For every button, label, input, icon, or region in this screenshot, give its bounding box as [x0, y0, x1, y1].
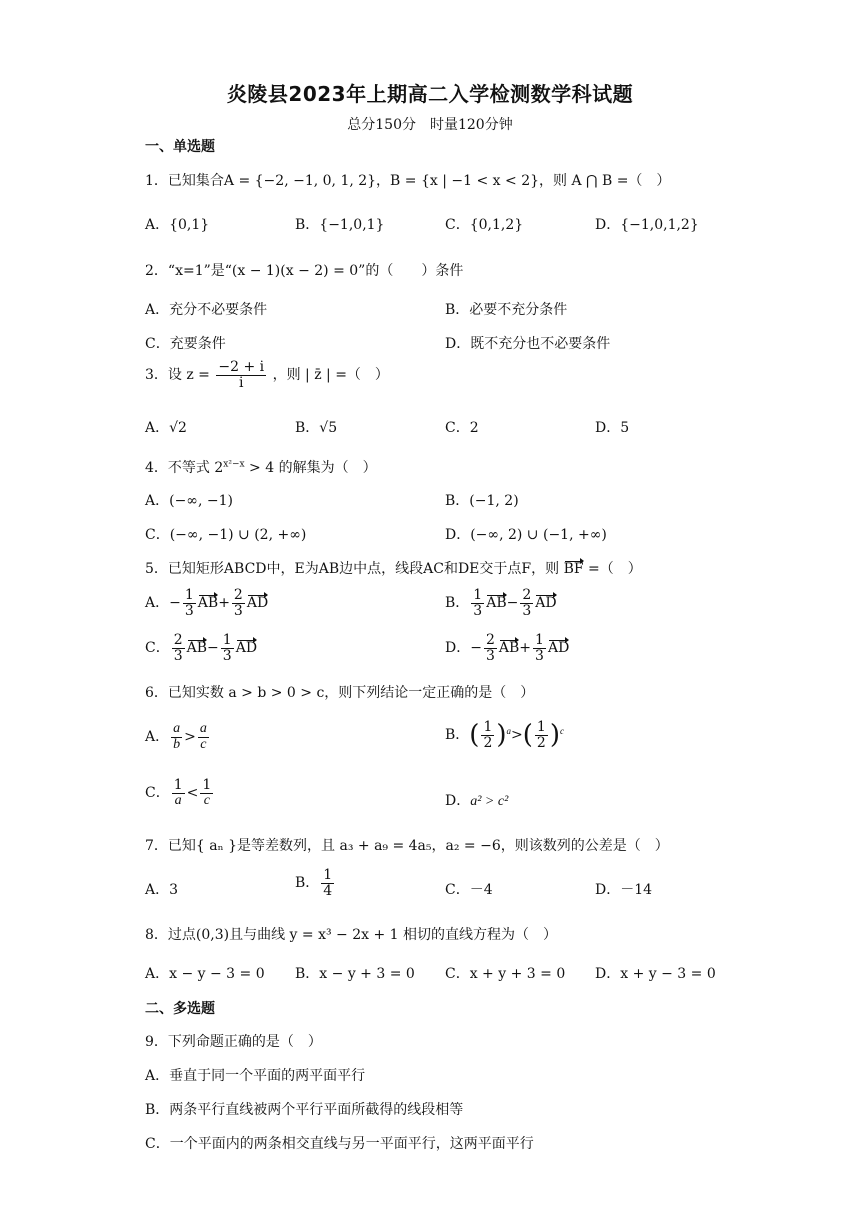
fraction — [484, 633, 497, 663]
fraction — [471, 588, 484, 618]
question-7-option-a: A．3 — [145, 882, 179, 898]
question-7-option-b — [295, 868, 336, 898]
fraction — [200, 778, 213, 808]
option-label: B． — [295, 875, 320, 892]
question-1-option-a: A．{0,1} — [145, 217, 210, 233]
question-1-option-c: C．{0,1,2} — [445, 217, 524, 233]
question-3-fraction — [216, 360, 266, 390]
question-3-option-c: C．2 — [445, 420, 479, 436]
fraction-numerator: 2 — [522, 587, 532, 603]
fraction-numerator: 1 — [536, 719, 546, 735]
question-2-option-a: A．充分不必要条件 — [145, 302, 268, 318]
question-7-option-c: C．－4 — [445, 882, 493, 898]
fraction-numerator: 1 — [184, 587, 194, 603]
option-text: a² > c² — [470, 794, 509, 809]
exponent: a — [506, 725, 512, 736]
fraction — [520, 588, 533, 618]
fraction — [232, 588, 245, 618]
page-title: 炎陵县2023年上期高二入学检测数学科试题 — [226, 82, 634, 106]
question-6-option-d — [445, 790, 508, 810]
question-5-option-a — [145, 588, 268, 618]
question-4-option-a: A．(−∞, −1) — [145, 493, 233, 509]
exam-info: 总分150分 时量120分钟 — [347, 117, 513, 133]
question-8-stem: 8．过点(0,3)且与曲线 y = x³ − 2x + 1 相切的直线方程为（ ） — [145, 927, 558, 943]
question-4-option-c: C．(−∞, −1) ∪ (2, +∞) — [145, 527, 307, 543]
question-1-option-d: D．{−1,0,1,2} — [595, 217, 699, 233]
question-2-stem: 2．“x=1”是“(x − 1)(x − 2) = 0”的（ ）条件 — [145, 263, 464, 279]
option-label: C． — [145, 640, 170, 657]
vector-ad: AD — [547, 640, 570, 657]
fraction-denominator: 3 — [522, 602, 532, 619]
fraction-denominator: 3 — [222, 647, 232, 664]
paren: ) — [549, 720, 560, 751]
fraction — [533, 633, 546, 663]
operator: − — [470, 640, 482, 657]
fraction-numerator: 1 — [323, 867, 333, 883]
option-label: A． — [145, 595, 170, 612]
question-4-exponent: x²−x — [223, 459, 245, 470]
operator: − — [506, 595, 519, 612]
question-6-option-c — [145, 778, 215, 808]
vector-ad: AD — [246, 595, 269, 612]
question-9-stem: 9．下列命题正确的是（ ） — [145, 1034, 322, 1050]
fraction-denominator: 2 — [483, 734, 493, 751]
option-label: B． — [445, 727, 470, 744]
option-label: D． — [445, 640, 471, 657]
question-9-option-c: C．一个平面内的两条相交直线与另一平面平行，这两平面平行 — [145, 1136, 534, 1152]
fraction — [172, 778, 185, 808]
fraction-denominator: b — [173, 736, 181, 752]
fraction-denominator: 3 — [233, 602, 243, 619]
fraction-denominator: i — [239, 374, 244, 391]
option-label: B． — [445, 595, 470, 612]
operator: > — [511, 727, 523, 744]
question-8-option-d: D．x + y − 3 = 0 — [595, 966, 716, 982]
question-8-option-a: A．x − y − 3 = 0 — [145, 966, 265, 982]
question-5-stem-text: 5．已知矩形ABCD中，E为AB边中点，线段AC和DE交于点F，则 — [145, 561, 560, 577]
paren: ( — [522, 720, 533, 751]
fraction — [183, 588, 196, 618]
fraction-numerator: 1 — [202, 777, 212, 793]
question-4-stem-prefix: 4．不等式 2 — [145, 460, 224, 476]
question-3-stem-suffix: ，则 | z̄ | =（ ） — [272, 367, 389, 384]
question-8-option-c: C．x + y + 3 = 0 — [445, 966, 566, 982]
question-6-stem: 6．已知实数 a > b > 0 > c，则下列结论一定正确的是（ ） — [145, 685, 535, 701]
question-4-option-b: B．(−1, 2) — [445, 493, 519, 509]
fraction-denominator: 3 — [485, 647, 495, 664]
fraction — [171, 722, 182, 752]
fraction-numerator: 2 — [485, 632, 495, 648]
operator: > — [184, 729, 196, 746]
option-label: C． — [145, 785, 170, 802]
paren: ( — [469, 720, 480, 751]
vector-ad: AD — [235, 640, 258, 657]
fraction-denominator: 3 — [173, 647, 183, 664]
fraction — [535, 720, 548, 750]
question-3-option-a: A．√2 — [145, 420, 187, 436]
question-5-option-b — [445, 588, 557, 618]
question-2-option-b: B．必要不充分条件 — [445, 302, 568, 318]
question-6-option-b — [445, 720, 564, 750]
operator: − — [207, 640, 219, 657]
fraction-denominator: c — [200, 736, 207, 752]
fraction-numerator: a — [173, 721, 181, 736]
fraction-numerator: 1 — [473, 587, 483, 603]
fraction-denominator: c — [203, 792, 210, 808]
fraction-numerator: 1 — [535, 632, 544, 648]
fraction — [481, 720, 494, 750]
fraction — [221, 633, 234, 663]
operator: + — [218, 595, 230, 612]
fraction — [198, 722, 209, 752]
question-5-option-d — [445, 633, 569, 663]
fraction-denominator: 3 — [473, 602, 483, 619]
fraction-denominator: 3 — [535, 647, 544, 664]
question-6-option-a — [145, 722, 211, 752]
fraction-numerator: 2 — [233, 587, 243, 603]
fraction-numerator: 2 — [173, 632, 183, 648]
question-4-stem — [145, 457, 377, 477]
operator: + — [519, 640, 532, 657]
question-7-stem: 7．已知{ aₙ }是等差数列，且 a₃ + a₉ = 4a₅，a₂ = −6，则该数列的公差是（ ） — [145, 838, 669, 854]
question-5-stem — [145, 558, 642, 578]
fraction-numerator: a — [199, 721, 207, 736]
operator: < — [186, 785, 199, 802]
section-heading-single-choice: 一、单选题 — [145, 139, 215, 155]
question-1-option-b: B．{−1,0,1} — [295, 217, 385, 233]
operator: − — [169, 595, 181, 612]
question-5-stem-end: =（ ） — [588, 561, 642, 577]
question-9-option-a: A．垂直于同一个平面的两平面平行 — [145, 1068, 366, 1084]
fraction-numerator: 1 — [173, 777, 183, 793]
fraction-numerator: −2 + i — [218, 359, 265, 375]
fraction — [321, 868, 334, 898]
vector-bf: BF — [563, 561, 584, 577]
question-3-option-b: B．√5 — [295, 420, 338, 436]
question-4-stem-suffix: > 4 的解集为（ ） — [244, 460, 377, 476]
question-2-option-d: D．既不充分也不必要条件 — [445, 336, 611, 352]
fraction-numerator: 1 — [222, 632, 232, 648]
option-label: D． — [445, 793, 471, 809]
question-5-option-c — [145, 633, 257, 663]
question-3-option-d: D．5 — [595, 420, 630, 436]
fraction-denominator: 2 — [536, 734, 546, 751]
vector-ab: AB — [498, 640, 520, 657]
paren: ) — [496, 720, 507, 751]
question-3-stem — [145, 360, 389, 390]
option-label: A． — [145, 729, 170, 746]
vector-ab: AB — [486, 595, 507, 612]
vector-ad: AD — [535, 595, 557, 612]
fraction-denominator: 3 — [184, 602, 194, 619]
question-7-option-d: D．－14 — [595, 882, 653, 898]
question-9-option-b: B．两条平行直线被两个平行平面所截得的线段相等 — [145, 1102, 464, 1118]
fraction-numerator: 1 — [483, 719, 493, 735]
question-1-stem: 1．已知集合A = {−2, −1, 0, 1, 2}，B = {x | −1 < x < 2}，则 A ⋂ B =（ ） — [145, 173, 671, 189]
fraction-denominator: 4 — [323, 882, 333, 899]
fraction — [172, 633, 185, 663]
question-4-option-d: D．(−∞, 2) ∪ (−1, +∞) — [445, 527, 607, 543]
vector-ab: AB — [197, 595, 219, 612]
vector-ab: AB — [186, 640, 208, 657]
exponent: c — [560, 725, 564, 736]
section-heading-multiple-choice: 二、多选题 — [145, 1001, 215, 1017]
fraction-denominator: a — [174, 792, 182, 808]
question-3-stem-prefix: 3．设 z = — [145, 367, 210, 384]
question-8-option-b: B．x − y + 3 = 0 — [295, 966, 415, 982]
question-2-option-c: C．充要条件 — [145, 336, 226, 352]
